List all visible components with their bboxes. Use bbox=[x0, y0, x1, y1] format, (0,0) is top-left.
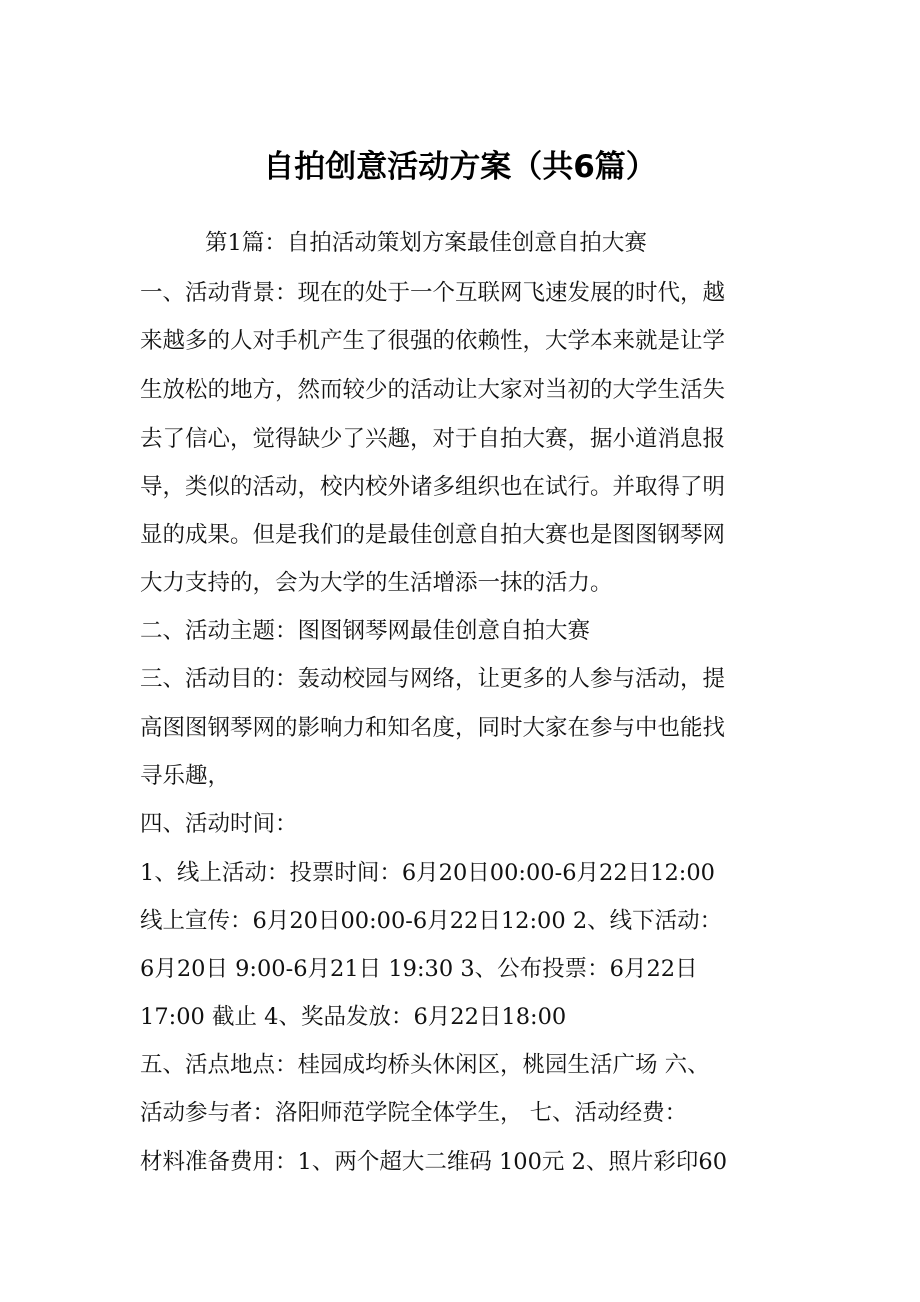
paragraph-line: 1、线上活动：投票时间：6月20日00:00-6月22日12:00 bbox=[140, 860, 715, 886]
paragraph-line: 17:00 截止 4、奖品发放：6月22日18:00 bbox=[140, 1004, 567, 1030]
paragraph-line: 大力支持的，会为大学的生活增添一抹的活力。 bbox=[140, 570, 613, 596]
paragraph-line: 6月20日 9:00-6月21日 19:30 3、公布投票：6月22日 bbox=[140, 956, 698, 982]
paragraph-line: 寻乐趣， bbox=[140, 763, 231, 789]
paragraph-line: 显的成果。但是我们的是最佳创意自拍大赛也是图图钢琴网 bbox=[140, 522, 726, 548]
paragraph-line: 一、活动背景：现在的处于一个互联网飞速发展的时代，越 bbox=[140, 280, 726, 306]
paragraph-line: 四、活动时间： bbox=[140, 811, 298, 837]
paragraph-line: 材料准备费用：1、两个超大二维码 100元 2、照片彩印60 bbox=[140, 1149, 728, 1175]
document-title: 自拍创意活动方案（共6篇） bbox=[263, 149, 657, 185]
paragraph-line: 导，类似的活动，校内校外诸多组织也在试行。并取得了明 bbox=[140, 474, 726, 500]
paragraph-line: 高图图钢琴网的影响力和知名度，同时大家在参与中也能找 bbox=[140, 715, 726, 741]
paragraph-line: 来越多的人对手机产生了很强的依赖性，大学本来就是让学 bbox=[140, 328, 726, 354]
paragraph-line: 生放松的地方，然而较少的活动让大家对当初的大学生活失 bbox=[140, 377, 726, 403]
paragraph-line: 五、活点地点：桂园成均桥头休闲区，桃园生活广场 六、 bbox=[140, 1052, 710, 1078]
section-heading: 第1篇：自拍活动策划方案最佳创意自拍大赛 bbox=[205, 230, 647, 256]
paragraph-line: 线上宣传：6月20日00:00-6月22日12:00 2、线下活动： bbox=[140, 908, 723, 934]
paragraph-line: 二、活动主题：图图钢琴网最佳创意自拍大赛 bbox=[140, 618, 591, 644]
paragraph-line: 活动参与者：洛阳师范学院全体学生， 七、活动经费： bbox=[140, 1100, 688, 1126]
paragraph-line: 去了信心，觉得缺少了兴趣，对于自拍大赛，据小道消息报 bbox=[140, 426, 726, 452]
paragraph-line: 三、活动目的：轰动校园与网络，让更多的人参与活动，提 bbox=[140, 666, 726, 692]
